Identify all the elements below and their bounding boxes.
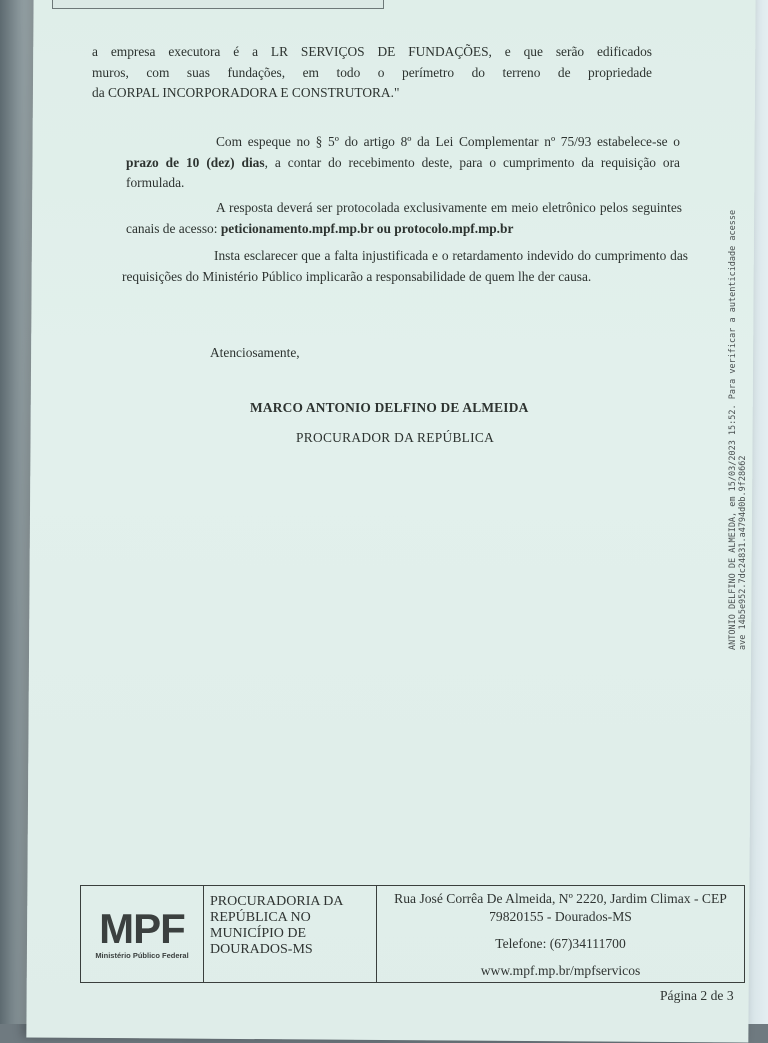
deadline-text-a: Com espeque no § 5º do artigo 8º da Lei Complementar nº 75/93 estabelece-se o bbox=[216, 134, 680, 149]
closing-salutation: Atenciosamente, bbox=[210, 345, 300, 360]
letterhead-footer bbox=[80, 885, 745, 983]
paragraph-response bbox=[126, 198, 682, 251]
mpf-logo-subtitle: Ministério Público Federal bbox=[95, 950, 189, 960]
mpf-logo bbox=[81, 886, 204, 982]
paragraph-warning bbox=[122, 246, 688, 299]
quote-line-2: muros, com suas fundações, em todo o perímetro do terreno de propriedade bbox=[92, 64, 652, 80]
stamp-line-2: ave 14b5e952.7dc24831.a4794d0b.9f28662 bbox=[738, 455, 748, 650]
warning-text: Insta esclarecer que a falta injustificada e o retardamento indevido do cumprimento das requisições do Ministério Público implicarão a responsabilidade de quem lhe der causa. bbox=[122, 248, 688, 284]
quote-line-3: da CORPAL INCORPORADORA E CONSTRUTORA." bbox=[92, 85, 400, 100]
digital-signature-stamp bbox=[728, 210, 748, 650]
address-line-1: Rua José Corrêa De Almeida, Nº 2220, Jardim Climax - CEP bbox=[394, 891, 727, 906]
page-number: Página 2 de 3 bbox=[660, 988, 734, 1003]
address-line-2: 79820155 - Dourados-MS bbox=[489, 909, 632, 924]
quote-line-1: a empresa executora é a LR SERVIÇOS DE FUNDAÇÕES, e que serão edificados bbox=[92, 44, 652, 59]
mpf-logo-mark: MPF bbox=[99, 904, 185, 952]
response-text: A resposta deverá ser protocolada exclusivamente em meio eletrônico pelos seguintes canais de acesso: bbox=[126, 200, 682, 236]
office-name: PROCURADORIA DA REPÚBLICA NO MUNICÍPIO DE DOURADOS-MS bbox=[204, 886, 377, 982]
signatory-name: MARCO ANTONIO DELFINO DE ALMEIDA bbox=[250, 400, 529, 415]
phone: Telefone: (67)34111700 bbox=[495, 936, 626, 951]
signatory-title: PROCURADOR DA REPÚBLICA bbox=[296, 430, 495, 445]
deadline-text-b: , a contar do recebimento deste, para o cumprimento da requisição ora formulada. bbox=[126, 154, 680, 190]
response-channels: peticionamento.mpf.mp.br ou protocolo.mpf.mp.br bbox=[220, 220, 514, 236]
deadline-bold: prazo de 10 (dez) dias bbox=[126, 154, 265, 170]
paragraph-quote bbox=[92, 42, 652, 104]
stamp-line-1: ANTONIO DELFINO DE ALMEIDA, em 15/03/2023 15:52. Para verificar a autenticidade acesse bbox=[728, 209, 738, 650]
previous-sheet-edge bbox=[52, 0, 384, 9]
office-contact bbox=[377, 886, 744, 982]
website: www.mpf.mp.br/mpfservicos bbox=[480, 963, 641, 978]
paragraph-deadline bbox=[126, 132, 680, 206]
